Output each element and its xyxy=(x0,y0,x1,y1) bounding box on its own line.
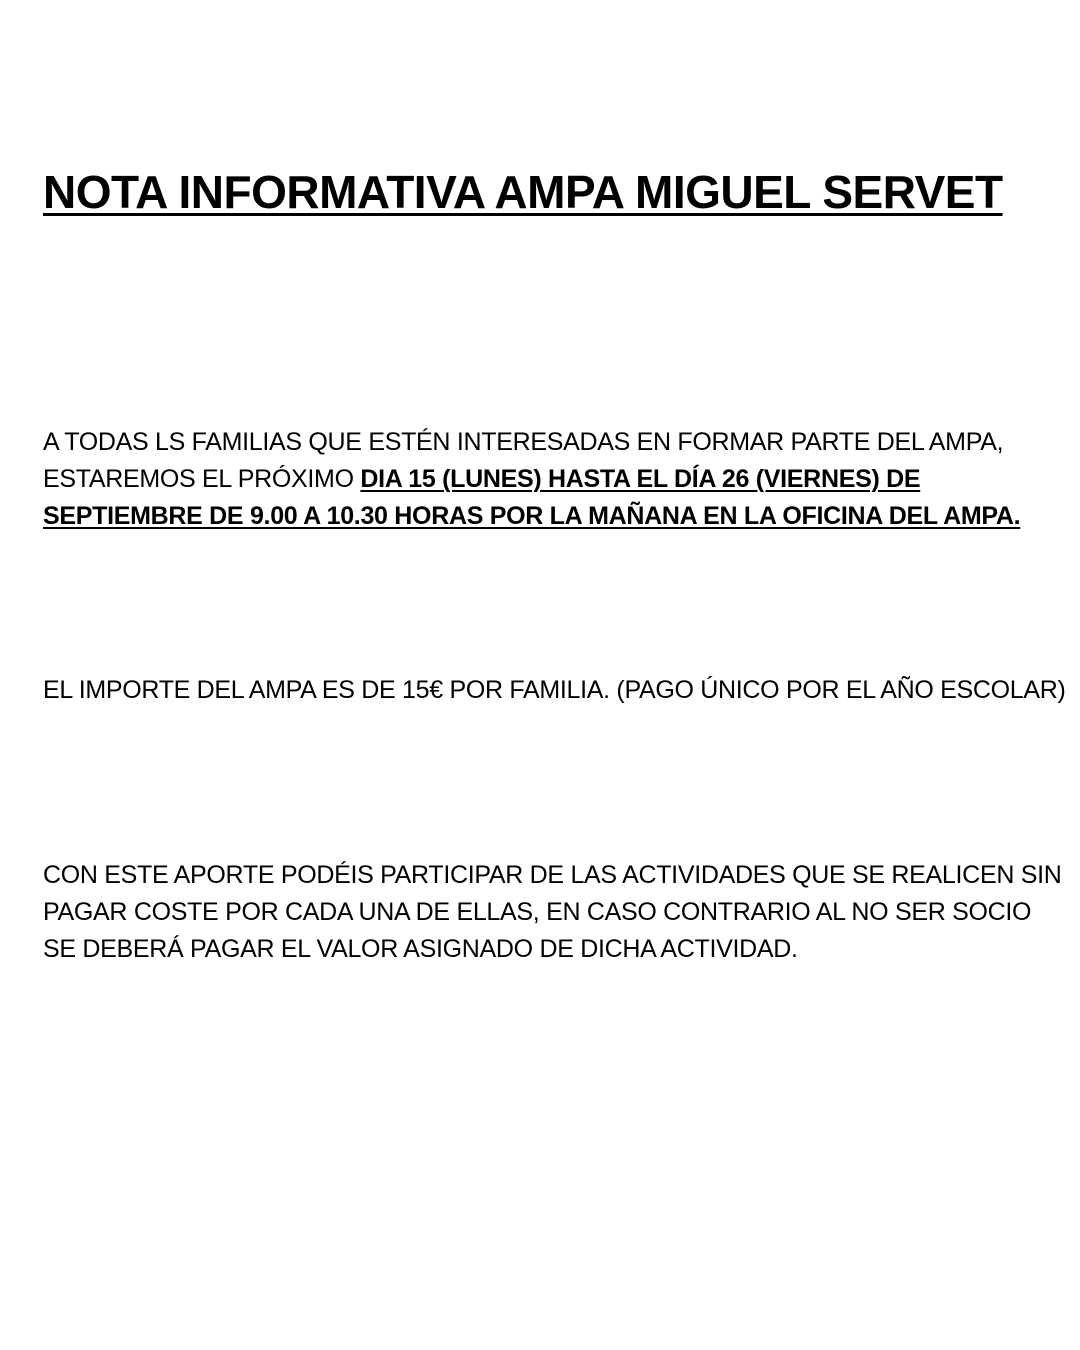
registration-intro-text: A TODAS LS FAMILIAS QUE ESTÉN INTERESADAS EN FORMAR PARTE DEL AMPA, ESTAREMOS EL PRÓXIMO xyxy=(43,428,1004,493)
registration-paragraph xyxy=(43,424,1068,535)
fee-paragraph: EL IMPORTE DEL AMPA ES DE 15€ POR FAMILIA. (PAGO ÚNICO POR EL AÑO ESCOLAR) xyxy=(43,676,1066,704)
benefits-paragraph: CON ESTE APORTE PODÉIS PARTICIPAR DE LAS ACTIVIDADES QUE SE REALICEN SIN PAGAR COSTE POR CADA UNA DE ELLAS, EN CASO CONTRARIO AL NO SER SOCIO SE DEBERÁ PAGAR EL VALOR ASIGNADO DE DICHA ACTIVIDAD. xyxy=(43,861,1062,963)
page-title: NOTA INFORMATIVA AMPA MIGUEL SERVET xyxy=(43,166,1003,218)
registration-dates-highlight: DIA 15 (LUNES) HASTA EL DÍA 26 (VIERNES) DE SEPTIEMBRE DE 9.00 A 10.30 HORAS POR LA MAÑANA EN LA OFICINA DEL AMPA. xyxy=(43,465,1021,530)
